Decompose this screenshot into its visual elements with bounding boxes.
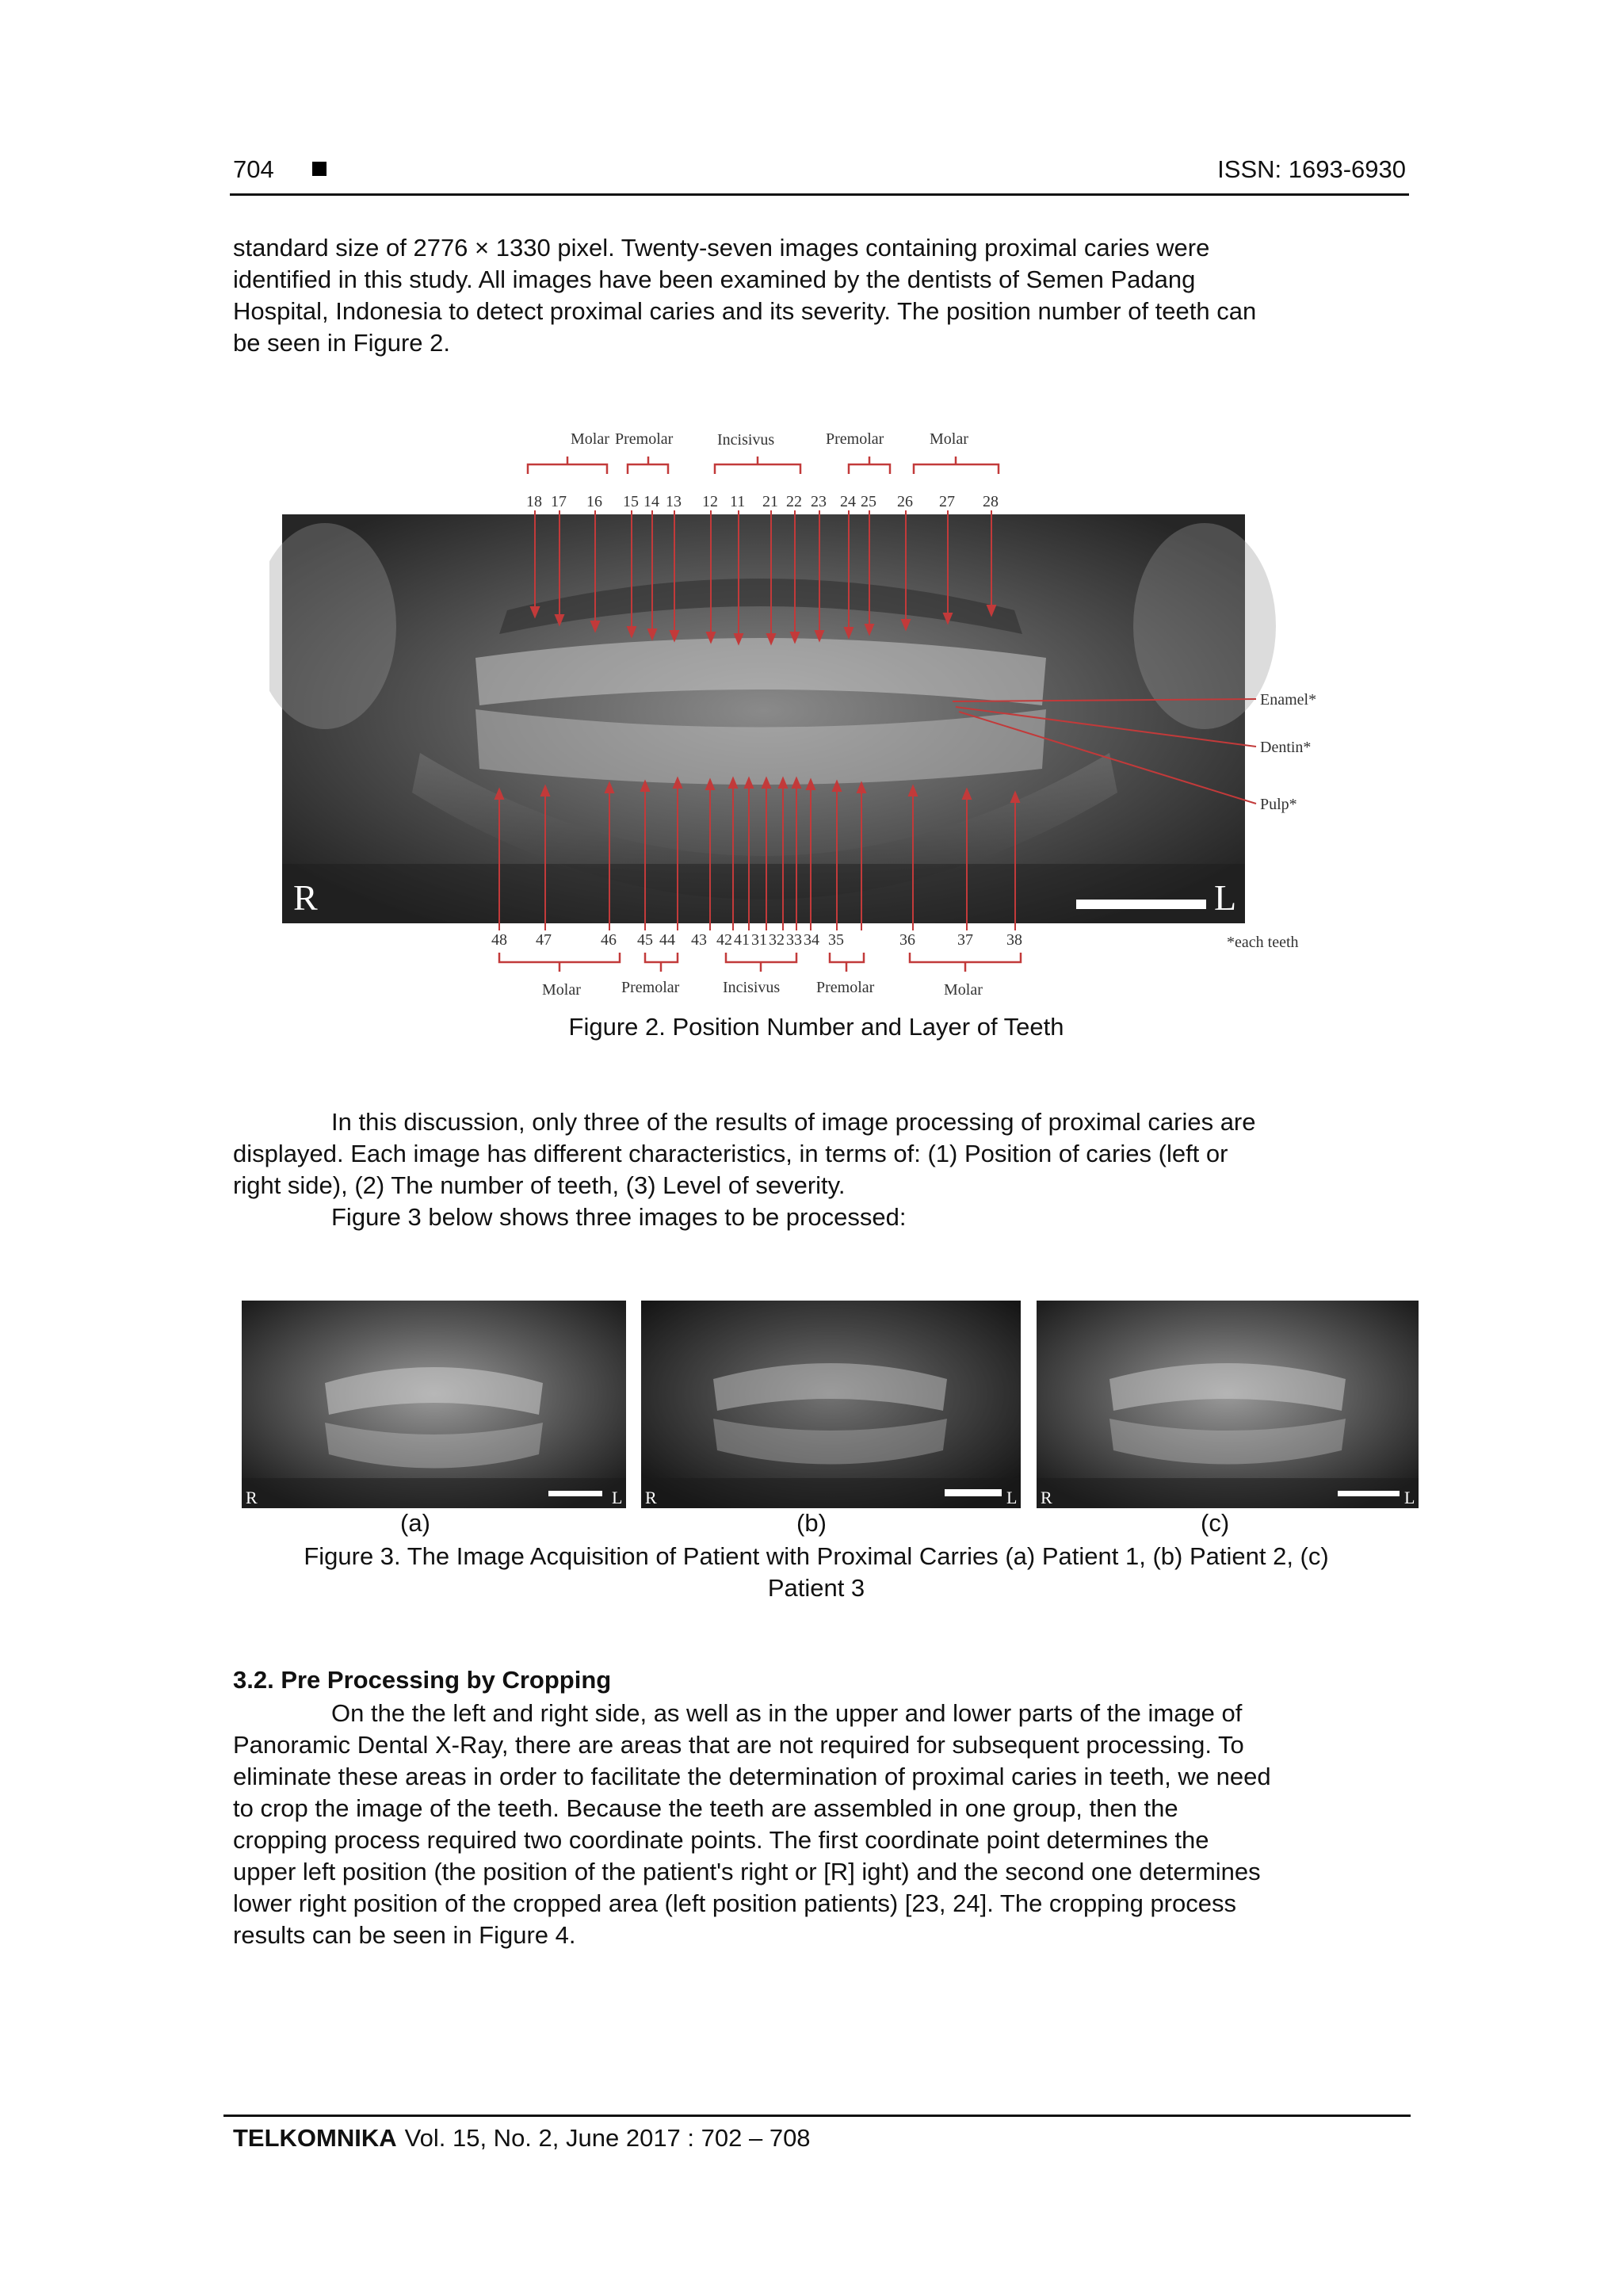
tooth-number: 11 (730, 493, 746, 510)
running-footer (233, 2124, 811, 2153)
tooth-number: 32 (769, 931, 785, 949)
xray-panel-a (242, 1301, 626, 1508)
panel-left-label: L (1404, 1488, 1415, 1507)
layer-label: Dentin* (1260, 739, 1312, 756)
figure-2-caption: Figure 2. Position Number and Layer of Teeth (568, 1013, 1064, 1041)
tooth-number: 21 (762, 493, 778, 510)
text-line: In this discussion, only three of the results of image processing of proximal caries are (331, 1108, 1256, 1136)
tooth-number: 38 (1006, 931, 1022, 949)
tooth-number: 33 (786, 931, 802, 949)
panel-label-b: (b) (796, 1509, 827, 1537)
text-line: results can be seen in Figure 4. (233, 1921, 576, 1949)
lower-group-label: Incisivus (723, 979, 781, 996)
header-rule (230, 193, 1409, 196)
footer-rule (223, 2115, 1411, 2117)
tooth-number: 48 (491, 931, 507, 949)
tooth-number: 15 (623, 493, 639, 510)
tooth-number: 14 (643, 493, 659, 510)
panel-label-a: (a) (400, 1509, 430, 1537)
square-bullet-icon (312, 162, 327, 176)
tooth-number: 13 (666, 493, 682, 510)
tooth-number: 41 (734, 931, 750, 949)
tooth-number: 24 (840, 493, 856, 510)
journal-name: TELKOMNIKA (233, 2124, 397, 2152)
tooth-number: 37 (957, 931, 973, 949)
text-line: On the the left and right side, as well as in the upper and lower parts of the image of (331, 1699, 1243, 1727)
panel-label-c: (c) (1201, 1509, 1230, 1537)
xray-panel-b (641, 1301, 1021, 1508)
tooth-number: 36 (899, 931, 915, 949)
lower-group-label: Premolar (816, 979, 875, 996)
lower-group-label: Premolar (621, 979, 680, 996)
panel-right-label: R (1041, 1488, 1052, 1507)
page-number: 704 (233, 155, 274, 183)
figure-3-caption (208, 1541, 1425, 1604)
text-line: Hospital, Indonesia to detect proximal caries and its severity. The position number of teeth can (233, 297, 1257, 325)
layer-label: Pulp* (1260, 796, 1297, 813)
tooth-number: 18 (526, 493, 542, 510)
text-line: Panoramic Dental X-Ray, there are areas that are not required for subsequent processing. To (233, 1731, 1244, 1759)
tooth-number: 42 (716, 931, 732, 949)
issn: ISSN: 1693-6930 (1217, 155, 1406, 183)
tooth-number: 23 (811, 493, 827, 510)
upper-group-label: Molar (930, 430, 968, 448)
text-line: upper left position (the position of the patient's right or [R] ight) and the second one determines (233, 1858, 1261, 1885)
tooth-number: 17 (551, 493, 567, 510)
text-line: right side), (2) The number of teeth, (3) Level of severity. (233, 1171, 846, 1199)
upper-group-label: Premolar (826, 430, 884, 448)
text-line: to crop the image of the teeth. Because the teeth are assembled in one group, then the (233, 1794, 1178, 1822)
tooth-number: 12 (702, 493, 718, 510)
panel-right-label: R (645, 1488, 657, 1507)
tooth-number: 22 (786, 493, 802, 510)
tooth-number: 26 (897, 493, 913, 510)
figure-2-panoramic (269, 420, 1331, 1010)
paragraph-intro (233, 232, 1400, 359)
panel-left-label: L (1006, 1488, 1018, 1507)
tooth-number: 44 (659, 931, 675, 949)
panel-left-label: L (612, 1488, 623, 1507)
tooth-number: 35 (828, 931, 844, 949)
lower-group-label: Molar (944, 981, 983, 999)
figure-3-panels (238, 1296, 1423, 1510)
tooth-number: 34 (804, 931, 819, 949)
layer-label: Enamel* (1260, 691, 1317, 709)
upper-group-label: Incisivus (717, 431, 775, 449)
running-header (233, 155, 1406, 190)
xray-panel-c (1037, 1301, 1419, 1508)
tooth-number: 28 (983, 493, 999, 510)
panel-right-label: R (246, 1488, 258, 1507)
paragraph-discussion (233, 1106, 1400, 1233)
section-heading: 3.2. Pre Processing by Cropping (233, 1666, 612, 1694)
text-line: displayed. Each image has different characteristics, in terms of: (1) Position of caries (left or (233, 1140, 1228, 1167)
tooth-number: 25 (861, 493, 876, 510)
caption-line: Figure 3. The Image Acquisition of Patient with Proximal Carries (a) Patient 1, (b) Patient 2, (c) (304, 1542, 1329, 1570)
upper-group-label: Premolar (615, 430, 674, 448)
tooth-number: 43 (691, 931, 707, 949)
text-line: lower right position of the cropped area (left position patients) [23, 24]. The cropping process (233, 1889, 1236, 1917)
text-line: cropping process required two coordinate points. The first coordinate point determines the (233, 1826, 1209, 1854)
tooth-number: 46 (601, 931, 617, 949)
xray-right-label: R (293, 877, 318, 918)
tooth-number: 31 (751, 931, 767, 949)
tooth-number: 47 (536, 931, 552, 949)
tooth-number: 45 (637, 931, 653, 949)
tooth-number: 27 (939, 493, 955, 510)
text-line: eliminate these areas in order to facilitate the determination of proximal caries in teeth, we need (233, 1763, 1271, 1790)
tooth-number: 16 (586, 493, 602, 510)
paragraph-cropping (233, 1698, 1400, 1951)
text-line: Figure 3 below shows three images to be processed: (331, 1203, 907, 1231)
text-line: identified in this study. All images have been examined by the dentists of Semen Padang (233, 266, 1196, 293)
xray-left-label: L (1214, 877, 1237, 918)
figure-footnote: *each teeth (1227, 934, 1299, 951)
caption-line: Patient 3 (767, 1574, 865, 1602)
text-line: standard size of 2776 × 1330 pixel. Twenty-seven images containing proximal caries were (233, 234, 1210, 262)
xray-image (269, 514, 1276, 923)
text-line: be seen in Figure 2. (233, 329, 451, 357)
lower-group-label: Molar (542, 981, 581, 999)
journal-citation: Vol. 15, No. 2, June 2017 : 702 – 708 (404, 2124, 811, 2152)
upper-group-label: Molar (571, 430, 609, 448)
